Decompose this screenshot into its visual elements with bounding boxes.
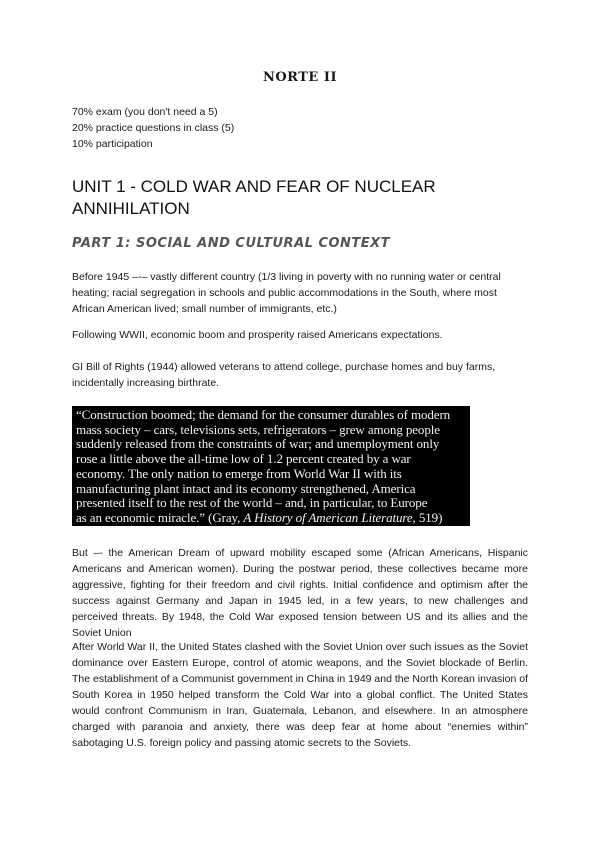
paragraph: Before 1945 –-– vastly different country (1/3 living in poverty with no running water or central heating; racial segregation in schools and public accommodations in the South, where most African American lived; small number of immigrants, etc.) <box>72 271 501 315</box>
paragraph: Following WWII, economic boom and prosperity raised Americans expectations. <box>72 329 443 341</box>
grading-item: 10% participation <box>72 138 153 150</box>
quote-line: “Construction boomed; the demand for the consumer durables of modern <box>76 407 451 422</box>
quote-citation-start: as an economic miracle.” (Gray, <box>76 509 244 525</box>
part-heading: PART 1: SOCIAL AND CULTURAL CONTEXT <box>72 236 391 251</box>
quote-line: suddenly released from the constraints of war; and unemployment only <box>76 436 440 452</box>
paragraph: GI Bill of Rights (1944) allowed veterans to attend college, purchase homes and buy farms, incidentally increasing birthrate. <box>72 361 496 389</box>
grading-list <box>72 104 234 152</box>
quote-line: presented itself to the rest of the world – and, in particular, to Europe <box>76 495 428 511</box>
quote-line: economy. The only nation to emerge from World War II with its <box>76 465 402 481</box>
document-title: NORTE II <box>262 70 338 85</box>
grading-item: 70% exam (you don't need a 5) <box>72 106 218 118</box>
quote-line: rose a little above the all-time low of 1.2 percent created by a war <box>76 451 411 467</box>
quote-citation-end: , 519) <box>412 509 443 525</box>
paragraph: But –- the American Dream of upward mobility escaped some (African Americans, Hispanic Americans and American women). During the postwar period, these collectives became more aggressive, fighting for their freedom and civil rights. Initial confidence and optimism after the success against Germany and Japan in 1945 led, in a few years, to new challenges and perceived threats. By 1948, the Cold War exposed tension between US and its allies and the Soviet Union <box>72 547 528 639</box>
unit-heading: UNIT 1 - COLD WAR AND FEAR OF NUCLEAR ANNIHILATION <box>72 177 436 218</box>
quote-citation-line <box>76 511 466 526</box>
paragraph: After World War II, the United States clashed with the Soviet Union over such issues as the Soviet dominance over Eastern Europe, control of atomic weapons, and the Soviet blockade of Berlin. The establishment of a Communist government in China in 1949 and the North Korean invasion of South Korea in 1950 helped transform the Cold War into a global conflict. The United States would confront Communism in Iran, Guatemala, Lebanon, and elsewhere. In an atmosphere charged with paranoia and anxiety, there was deep fear at home about “enemies within” sabotaging U.S. foreign policy and passing atomic secrets to the Soviets. <box>72 641 528 749</box>
quote-line: mass society – cars, televisions sets, refrigerators – grew among people <box>76 421 440 437</box>
quote-image-block <box>72 406 470 526</box>
quote-line: manufacturing plant intact and its economy strengthened, America <box>76 480 416 496</box>
grading-item: 20% practice questions in class (5) <box>72 122 235 134</box>
quote-citation-book-title: A History of American Literature <box>243 509 413 525</box>
